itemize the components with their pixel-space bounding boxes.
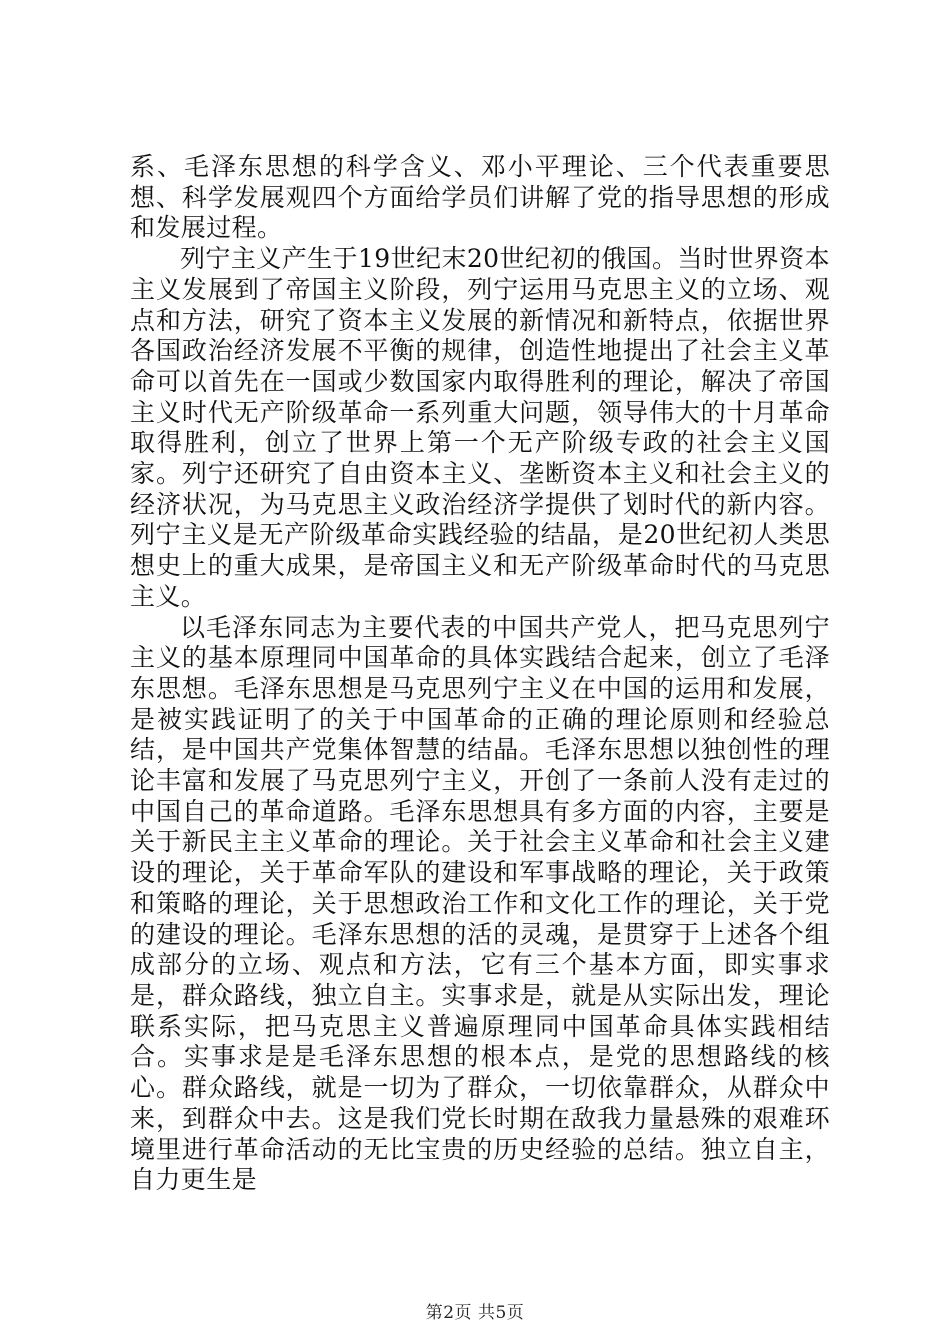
page-number-footer: 第2页 共5页 bbox=[425, 1303, 525, 1323]
document-body bbox=[130, 152, 830, 1196]
paragraph-continuation: 系、毛泽东思想的科学含义、邓小平理论、三个代表重要思想、科学发展观四个方面给学员们讲解了党的指导思想的形成和发展过程。 bbox=[130, 152, 830, 243]
paragraph-leninism: 列宁主义产生于19世纪末20世纪初的俄国。当时世界资本主义发展到了帝国主义阶段，列宁运用马克思主义的立场、观点和方法，研究了资本主义发展的新情况和新特点，依据世界各国政治经济发展不平衡的规律，创造性地提出了社会主义革命可以首先在一国或少数国家内取得胜利的理论，解决了帝国主义时代无产阶级革命一系列重大问题，领导伟大的十月革命取得胜利，创立了世界上第一个无产阶级专政的社会主义国家。列宁还研究了自由资本主义、垄断资本主义和社会主义的经济状况，为马克思主义政治经济学提供了划时代的新内容。列宁主义是无产阶级革命实践经验的结晶，是20世纪初人类思想史上的重大成果，是帝国主义和无产阶级革命时代的马克思主义。 bbox=[130, 244, 830, 611]
paragraph-mao-zedong-thought: 以毛泽东同志为主要代表的中国共产党人，把马克思列宁主义的基本原理同中国革命的具体实践结合起来，创立了毛泽东思想。毛泽东思想是马克思列宁主义在中国的运用和发展，是被实践证明了的关于中国革命的正确的理论原则和经验总结，是中国共产党集体智慧的结晶。毛泽东思想以独创性的理论丰富和发展了马克思列宁主义，开创了一条前人没有走过的中国自己的革命道路。毛泽东思想具有多方面的内容，主要是关于新民主主义革命的理论。关于社会主义革命和社会主义建设的理论，关于革命军队的建设和军事战略的理论，关于政策和策略的理论，关于思想政治工作和文化工作的理论，关于党的建设的理论。毛泽东思想的活的灵魂，是贯穿于上述各个组成部分的立场、观点和方法，它有三个基本方面，即实事求是，群众路线，独立自主。实事求是，就是从实际出发，理论联系实际，把马克思主义普遍原理同中国革命具体实践相结合。实事求是是毛泽东思想的根本点，是党的思想路线的核心。群众路线，就是一切为了群众，一切依靠群众，从群众中来，到群众中去。这是我们党长时期在敌我力量悬殊的艰难环境里进行革命活动的无比宝贵的历史经验的总结。独立自主，自力更生是 bbox=[130, 612, 830, 1195]
